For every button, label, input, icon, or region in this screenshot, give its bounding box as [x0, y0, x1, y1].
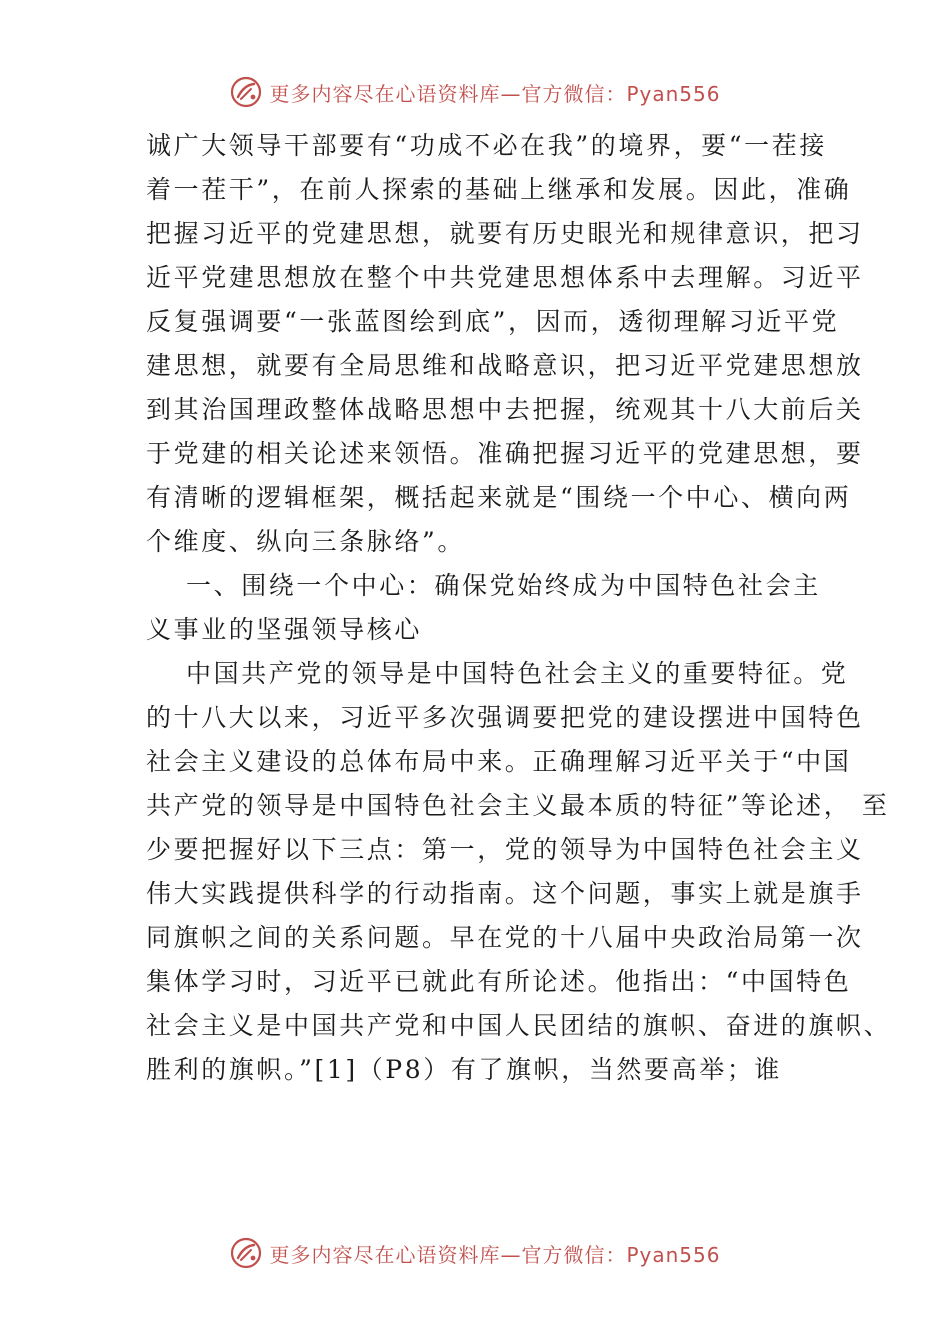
body-line: 个维度、纵向三条脉络”。	[146, 527, 465, 556]
body-line: 近平党建思想放在整个中共党建思想体系中去理解。习近平	[146, 263, 864, 292]
body-line: 社会主义是中国共产党和中国人民团结的旗帜、奋进的旗帜、	[146, 1011, 892, 1040]
body-line: 伟大实践提供科学的行动指南。这个问题，事实上就是旗手	[146, 879, 864, 908]
body-line: 共产党的领导是中国特色社会主义最本质的特征”等论述， 至	[146, 791, 890, 820]
body-line: 着一茬干”，在前人探索的基础上继承和发展。因此，准确	[146, 175, 852, 204]
body-line: 到其治国理政整体战略思想中去把握，统观其十八大前后关	[146, 395, 864, 424]
body-line: 的十八大以来，习近平多次强调要把党的建设摆进中国特色	[146, 703, 864, 732]
body-line: 中国共产党的领导是中国特色社会主义的重要特征。党	[186, 659, 849, 688]
body-line: 同旗帜之间的关系问题。早在党的十八届中央政治局第一次	[146, 923, 864, 952]
section-heading-continued: 义事业的坚强领导核心	[146, 615, 423, 644]
watermark-text: 更多内容尽在心语资料库—官方微信：Pyan556	[269, 1242, 721, 1267]
body-line: 社会主义建设的总体布局中来。正确理解习近平关于“中国	[146, 747, 852, 776]
body-line: 有清晰的逻辑框架，概括起来就是“围绕一个中心、横向两	[146, 483, 852, 512]
body-line: 胜利的旗帜。”[1]（P8）有了旗帜，当然要高举；谁	[146, 1055, 783, 1084]
header-watermark	[0, 72, 950, 112]
body-line: 少要把握好以下三点：第一，党的领导为中国特色社会主义	[146, 835, 864, 864]
body-line: 反复强调要“一张蓝图绘到底”，因而，透彻理解习近平党	[146, 307, 840, 336]
logo-icon	[229, 75, 263, 109]
document-body	[146, 124, 892, 1092]
body-line: 集体学习时，习近平已就此有所论述。他指出：“中国特色	[146, 967, 852, 996]
footer-watermark	[0, 1233, 950, 1273]
logo-icon	[229, 1236, 263, 1270]
body-line: 把握习近平的党建思想，就要有历史眼光和规律意识，把习	[146, 219, 864, 248]
body-line: 于党建的相关论述来领悟。准确把握习近平的党建思想，要	[146, 439, 864, 468]
section-heading: 一、围绕一个中心：确保党始终成为中国特色社会主	[186, 571, 821, 600]
watermark-text: 更多内容尽在心语资料库—官方微信：Pyan556	[269, 81, 721, 106]
body-line: 诚广大领导干部要有“功成不必在我”的境界，要“一茬接	[146, 131, 827, 160]
body-line: 建思想，就要有全局思维和战略意识，把习近平党建思想放	[146, 351, 864, 380]
